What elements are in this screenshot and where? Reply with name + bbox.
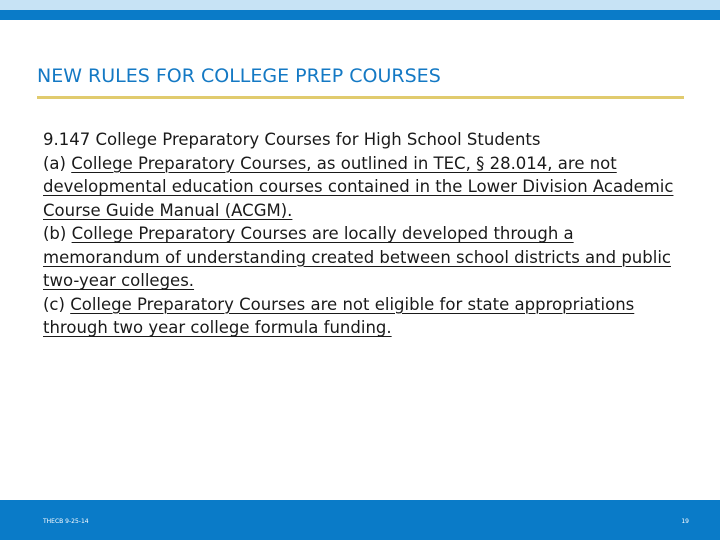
rule-item-a-prefix: (a) [43,153,72,173]
footer-bar [0,500,720,540]
rule-item-c [43,293,683,340]
page-number: 19 [681,518,689,525]
rule-item-c-prefix: (c) [43,294,71,314]
slide-title: NEW RULES FOR COLLEGE PREP COURSES [37,65,441,87]
title-divider [37,96,684,99]
rule-item-c-text: College Preparatory Courses are not eligible for state appropriations through two year college formula funding. [43,294,635,337]
rule-heading: 9.147 College Preparatory Courses for High School Students [43,130,541,149]
rule-item-b [43,222,683,293]
top-bar-accent [0,0,720,10]
rule-item-b-prefix: (b) [43,224,72,243]
rule-item-a-text: College Preparatory Courses, as outlined in TEC, § 28.014, are not developmental education courses contained in the Lower Division Academic Course Guide Manual (ACGM). [43,153,674,220]
slide-body [43,128,683,340]
footer-source: THECB 9-25-14 [43,518,89,525]
rule-item-a [43,152,683,223]
rule-item-b-text: College Preparatory Courses are locally developed through a memorandum of understanding created between school districts and public two-year colleges. [43,224,671,290]
